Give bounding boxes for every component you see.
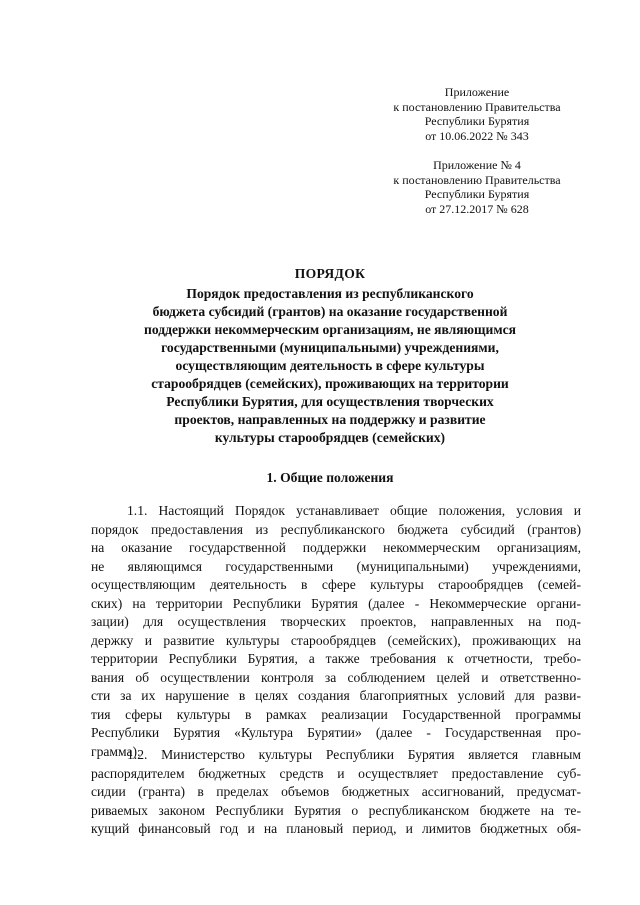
section-heading: 1. Общие положения: [266, 470, 394, 485]
paragraph-line: риваемых законом Республики Бурятия о республиканском бюджете на те-: [91, 802, 581, 818]
paragraph-line: территории Республики Бурятия, а также требования к отчетности, требо-: [91, 651, 581, 666]
subtitle-line: государственными (муниципальными) учреждениями,: [161, 340, 499, 355]
paragraph-line: сти за их нарушение в целях создания благоприятных условий для разви-: [91, 688, 581, 703]
appendix-line: Приложение: [444, 85, 510, 99]
document-subtitle: [80, 285, 580, 447]
appendix-line: Республики Бурятия: [424, 187, 530, 201]
subtitle-line: Порядок предоставления из республиканского: [186, 286, 474, 301]
paragraph-line: зации) для осуществления творческих проектов, направленных на под-: [91, 614, 581, 629]
subtitle-line: осуществляющим деятельность в сфере культуры: [175, 358, 485, 373]
paragraph-line: порядок предоставления из республиканского бюджета субсидий (грантов): [91, 521, 581, 537]
appendix-note-original: [377, 158, 577, 216]
appendix-note-current: [377, 85, 577, 143]
paragraph-line: грамма).: [91, 743, 141, 759]
subtitle-line: Республики Бурятия, для осуществления творческих: [166, 394, 494, 409]
paragraph-line: вания об осуществлении контроля за соблюдением целей и ответственно-: [91, 669, 581, 685]
appendix-line: от 10.06.2022 № 343: [425, 128, 529, 143]
paragraph-line: 1.2. Министерство культуры Республики Бурятия является главным: [127, 747, 581, 762]
subtitle-line: культуры старообрядцев (семейских): [214, 430, 446, 445]
document-title: ПОРЯДОК: [294, 266, 366, 281]
subtitle-line: проектов, направленных на поддержку и развитие: [174, 412, 486, 427]
appendix-line: Приложение № 4: [433, 158, 521, 172]
paragraph-line: на оказание государственной поддержки некоммерческим организациям,: [91, 540, 581, 555]
subtitle-line: старообрядцев (семейских), проживающих на территории: [151, 376, 509, 391]
paragraph-line: ских) на территории Республики Бурятия (далее - Некоммерческие органи-: [91, 595, 581, 611]
paragraph-line: держку и развитие культуры старообрядцев (семейских), проживающих на: [91, 632, 581, 648]
paragraph-1-1: [91, 502, 581, 761]
paragraph-line: 1.1. Настоящий Порядок устанавливает общие положения, условия и: [127, 503, 581, 518]
appendix-line: от 27.12.2017 № 628: [425, 201, 529, 216]
paragraph-line: сидии (гранта) в пределах объемов бюджетных ассигнований, предусмат-: [91, 784, 581, 799]
appendix-line: Республики Бурятия: [424, 114, 530, 128]
subtitle-line: бюджета субсидий (грантов) на оказание государственной: [152, 304, 508, 319]
paragraph-line: распорядителем бюджетных средств и осуществляет предоставление суб-: [91, 765, 581, 781]
paragraph-line: осуществляющим деятельность в сфере культуры старообрядцев (семей-: [91, 577, 581, 592]
subtitle-line: поддержки некоммерческим организациям, не являющимся: [144, 322, 516, 337]
paragraph-line: кущий финансовый год и на плановый период, и лимитов бюджетных обя-: [91, 821, 581, 836]
appendix-line: к постановлению Правительства: [393, 99, 561, 114]
paragraph-line: не являющимся государственными (муниципальными) учреждениями,: [91, 558, 581, 574]
paragraph-line: тия сферы культуры в рамках реализации Государственной программы: [91, 706, 581, 722]
paragraph-line: Республики Бурятия «Культура Бурятии» (далее - Государственная про-: [91, 725, 581, 740]
paragraph-1-2: [91, 746, 581, 839]
appendix-line: к постановлению Правительства: [393, 172, 561, 187]
